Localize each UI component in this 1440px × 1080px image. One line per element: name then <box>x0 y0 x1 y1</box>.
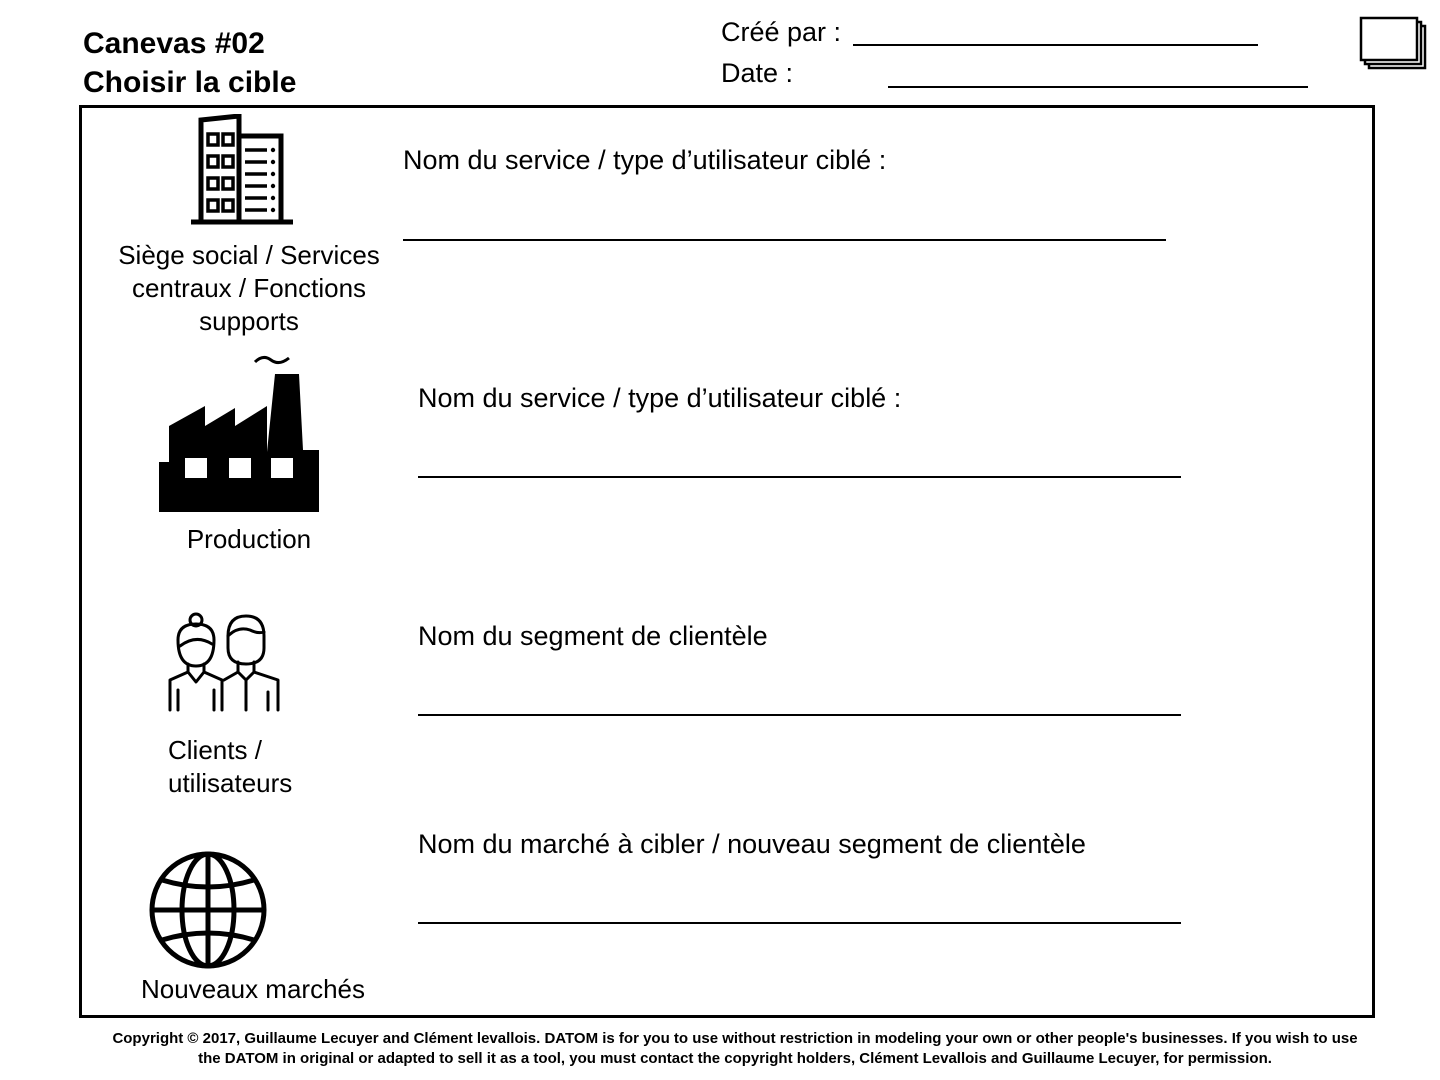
copyright-notice: Copyright © 2017, Guillaume Lecuyer and Clément levallois. DATOM is for you to use without restriction in modeling your own or other people's businesses. If you wish to use the DATOM in original or adapted to sell it as a tool, you must contact the copyright holders, Clément Levallois and Guillaume Lecuyer, for permission. <box>112 1030 1358 1067</box>
created-by-line[interactable] <box>853 44 1258 46</box>
field-label-new-markets: Nom du marché à cibler / nouveau segment de clientèle <box>418 829 1086 859</box>
people-icon <box>166 612 284 712</box>
field-label-headquarters: Nom du service / type d’utilisateur ciblé : <box>403 145 887 175</box>
field-label-production: Nom du service / type d’utilisateur ciblé : <box>418 383 902 413</box>
category-label-clients-line2: utilisateurs <box>168 768 293 798</box>
date-line[interactable] <box>888 86 1308 88</box>
field-label-clients: Nom du segment de clientèle <box>418 621 768 651</box>
category-label-new-markets: Nouveaux marchés <box>141 974 365 1004</box>
canvas-title: Choisir la cible <box>83 66 297 99</box>
date-label: Date : <box>721 58 794 88</box>
category-label-clients <box>168 734 292 800</box>
office-building-icon <box>189 114 295 226</box>
category-label-production: Production <box>186 524 312 554</box>
answer-line-production[interactable] <box>418 476 1181 478</box>
globe-icon <box>148 850 268 970</box>
answer-line-new-markets[interactable] <box>418 922 1181 924</box>
created-by-label: Créé par : <box>721 17 842 47</box>
factory-icon <box>157 350 327 514</box>
answer-line-clients[interactable] <box>418 714 1181 716</box>
category-label-clients-line1: Clients / <box>168 735 262 765</box>
category-label-headquarters: Siège social / Services centraux / Fonctions supports <box>118 240 380 336</box>
canvas-number: Canevas #02 <box>83 27 265 60</box>
pages-icon <box>1358 15 1428 71</box>
answer-line-headquarters[interactable] <box>403 239 1166 241</box>
